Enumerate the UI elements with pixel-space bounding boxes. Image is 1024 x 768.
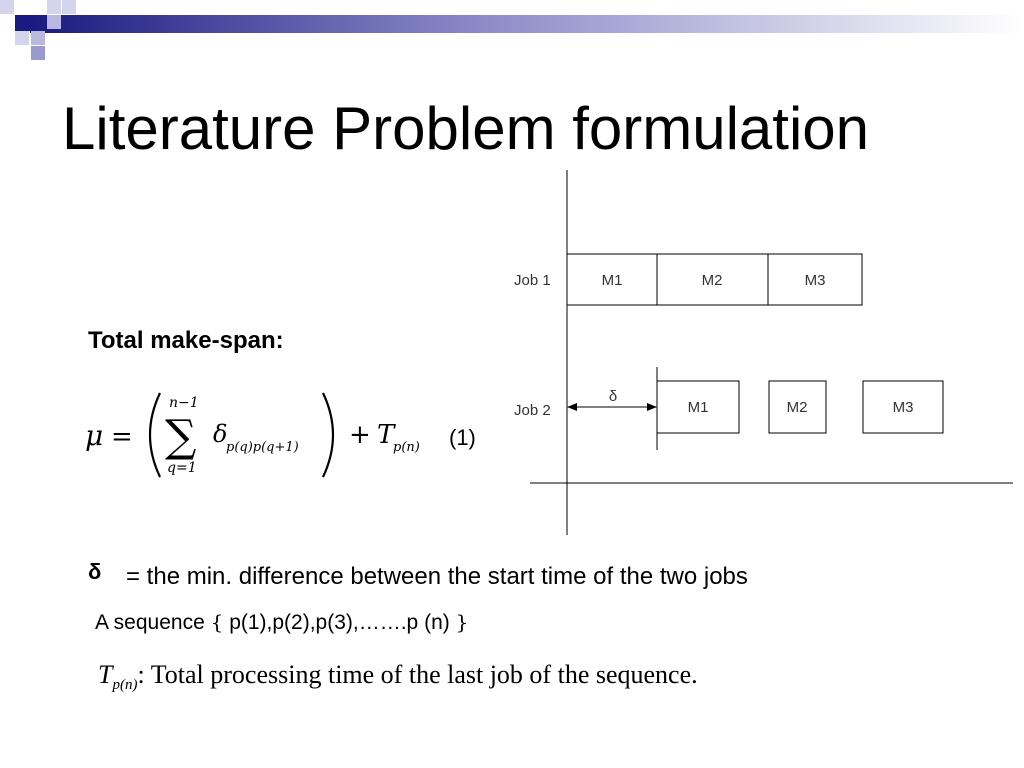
tpn-definition — [98, 660, 698, 694]
deco-square-light — [62, 0, 76, 14]
formula-T: T — [377, 420, 395, 450]
sequence-definition — [95, 610, 468, 635]
deco-square-mid — [47, 15, 61, 29]
formula-delta-subscript: p(q)p(q+1) — [226, 440, 299, 455]
deco-square-light — [47, 0, 61, 14]
deco-square-mid — [31, 31, 45, 45]
sequence-brace-open: { — [210, 610, 224, 634]
formula-plus: + — [349, 420, 371, 450]
job2-m2-label: M2 — [786, 399, 808, 416]
formula-sum-upper: n−1 — [169, 395, 199, 411]
slide-title: Literature Problem formulation — [62, 95, 870, 162]
delta-definition: = the min. difference between the start time of the two jobs — [126, 563, 748, 590]
sequence-brace-close: } — [455, 610, 469, 634]
sequence-items: p(1),p(2),p(3),…….p (n) — [229, 611, 450, 634]
tpn-subscript: p(n) — [112, 677, 138, 693]
job1-m2-label: M2 — [701, 272, 723, 289]
formula-mu: μ — [85, 419, 104, 452]
delta-symbol: δ — [88, 559, 102, 584]
job1-m3-label: M3 — [804, 272, 826, 289]
formula-right-paren — [323, 393, 333, 477]
header-decoration — [0, 0, 1024, 70]
job-gantt-diagram — [505, 170, 1020, 540]
formula-sum-lower: q=1 — [167, 460, 197, 476]
job1-label: Job 1 — [514, 272, 551, 289]
makespan-formula — [85, 385, 485, 485]
job2-m1-label: M1 — [687, 399, 709, 416]
tpn-symbol: T — [98, 660, 113, 689]
formula-delta: δ — [213, 420, 228, 448]
sequence-prefix: A sequence — [95, 611, 205, 634]
delta-arrow-left-head — [567, 403, 577, 411]
job2-label: Job 2 — [514, 402, 551, 419]
job2-m3-label: M3 — [892, 399, 914, 416]
makespan-label: Total make-span: — [88, 327, 284, 354]
formula-left-paren — [150, 393, 160, 477]
deco-square-light — [15, 31, 29, 45]
deco-square-light — [0, 0, 14, 14]
job1-m1-label: M1 — [601, 272, 623, 289]
formula-sigma: ∑ — [165, 411, 197, 462]
delta-gap-label: δ — [608, 388, 618, 405]
header-gradient-bar — [30, 15, 1024, 33]
deco-square-dark — [15, 15, 31, 31]
tpn-text: : Total processing time of the last job of the sequence. — [137, 660, 698, 689]
formula-equals: = — [111, 422, 133, 452]
formula-number: (1) — [449, 425, 476, 450]
delta-arrow-right-head — [647, 403, 657, 411]
deco-square-mid — [31, 46, 45, 60]
formula-T-subscript: p(n) — [393, 440, 420, 455]
